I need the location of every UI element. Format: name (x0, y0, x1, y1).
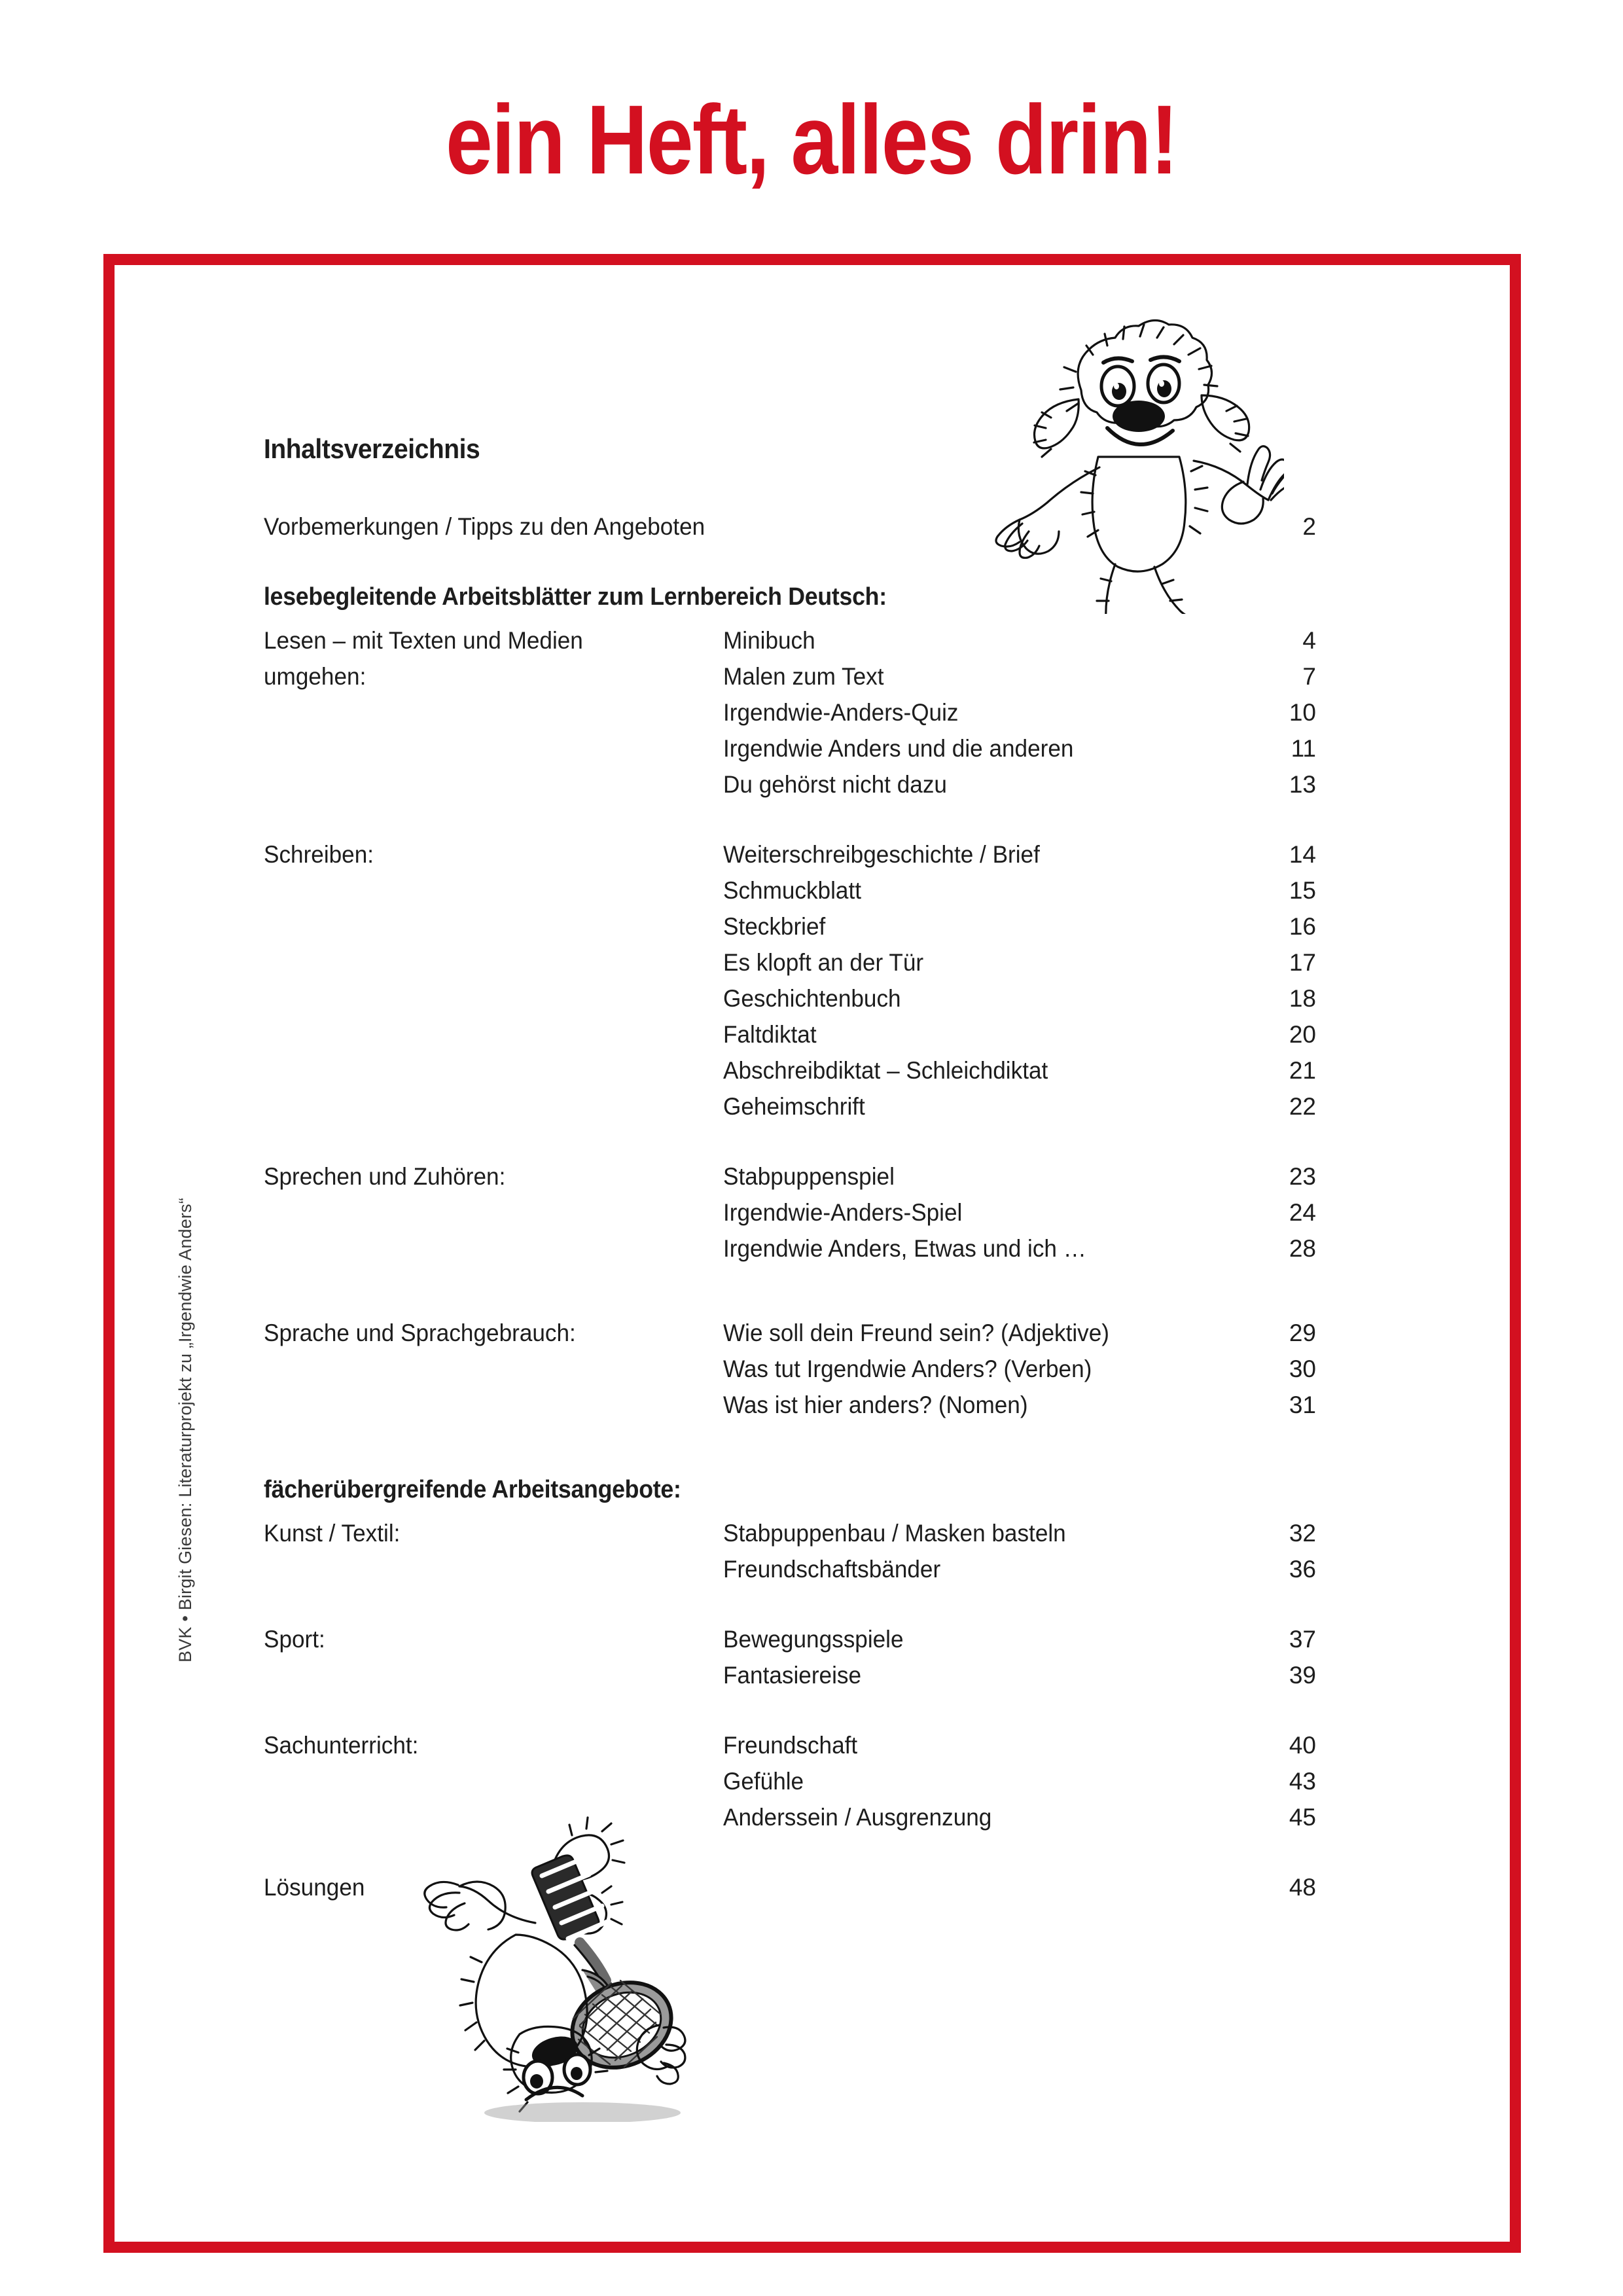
toc-intro-page: 2 (1302, 513, 1316, 540)
spacer (264, 1427, 1324, 1476)
toc-entry-label: Es klopft an der Tür (723, 949, 924, 976)
toc-row-intro[interactable] (264, 513, 1324, 549)
toc-entry-label: Stabpuppenbau / Masken basteln (723, 1520, 1066, 1547)
toc-entry-label: Schmuckblatt (723, 877, 861, 904)
spacer (264, 465, 1324, 513)
toc-entry-page: 14 (1289, 841, 1316, 868)
side-credit-text: BVK • Birgit Giesen: Literaturprojekt zu „Irgendwie Anders“ (175, 1197, 195, 1662)
toc-entry-page: 40 (1289, 1732, 1316, 1759)
toc-entry-page: 23 (1289, 1163, 1316, 1190)
table-row[interactable] (264, 1732, 1324, 1768)
spacer (264, 1698, 1324, 1732)
toc-entry-page: 21 (1289, 1057, 1316, 1084)
toc-entry-label: Geheimschrift (723, 1093, 865, 1120)
toc-entry-page: 22 (1289, 1093, 1316, 1120)
toc-entry-label: Freundschaft (723, 1732, 858, 1759)
table-row[interactable] (264, 1520, 1324, 1556)
toc-entry-page: 17 (1289, 949, 1316, 976)
toc-entry-label: Malen zum Text (723, 663, 884, 690)
toc-group-sport (264, 1626, 1324, 1698)
spacer (264, 1271, 1324, 1319)
toc-group-sachunterricht (264, 1732, 1324, 1840)
toc-entry-label: Irgendwie-Anders-Spiel (723, 1199, 963, 1226)
toc-category-label: Lesen – mit Texten und Medien (264, 627, 583, 654)
spacer (264, 1592, 1324, 1626)
table-row[interactable] (264, 949, 1324, 985)
toc-entry-page: 31 (1289, 1391, 1316, 1418)
table-row[interactable] (264, 1556, 1324, 1592)
toc-section-heading-faecheruebergreifend: fächerübergreifende Arbeitsangebote: (264, 1476, 681, 1503)
toc-entry-page: 30 (1289, 1355, 1316, 1382)
toc-group-kunst-textil (264, 1520, 1324, 1592)
toc-group-sprechen-zuhoeren (264, 1163, 1324, 1271)
toc-entry-page: 37 (1289, 1626, 1316, 1653)
toc-entry-label: Anderssein / Ausgrenzung (723, 1804, 992, 1831)
toc-group-schreiben (264, 841, 1324, 1129)
table-row[interactable] (264, 877, 1324, 913)
toc-entry-label: Geschichtenbuch (723, 985, 901, 1012)
spacer (264, 611, 1324, 627)
toc-entry-label: Stabpuppenspiel (723, 1163, 895, 1190)
spacer (264, 807, 1324, 841)
toc-category-label: Sport: (264, 1626, 325, 1653)
toc-entry-label: Steckbrief (723, 913, 826, 940)
table-row[interactable] (264, 1235, 1324, 1271)
toc-category-label: Schreiben: (264, 841, 374, 868)
toc-entry-page: 10 (1289, 699, 1316, 726)
toc-entry-label: Weiterschreibgeschichte / Brief (723, 841, 1040, 868)
toc-entry-label: Bewegungsspiele (723, 1626, 904, 1653)
table-row[interactable] (264, 735, 1324, 771)
table-row[interactable] (264, 771, 1324, 807)
toc-category-label: Sprache und Sprachgebrauch: (264, 1319, 576, 1346)
table-row[interactable] (264, 1057, 1324, 1093)
toc-entry-page: 45 (1289, 1804, 1316, 1831)
page-title: ein Heft, alles drin! (446, 84, 1177, 194)
table-row[interactable] (264, 663, 1324, 699)
toc-entry-page: 36 (1289, 1556, 1316, 1583)
toc-entry-label: Wie soll dein Freund sein? (Adjektive) (723, 1319, 1110, 1346)
table-row[interactable] (264, 985, 1324, 1021)
table-of-contents (264, 433, 1324, 1910)
toc-entry-page: 39 (1289, 1662, 1316, 1689)
table-row[interactable] (264, 1093, 1324, 1129)
table-row[interactable] (264, 1391, 1324, 1427)
toc-entry-label: Minibuch (723, 627, 815, 654)
toc-entry-label: Was tut Irgendwie Anders? (Verben) (723, 1355, 1092, 1382)
toc-category-label-cont: umgehen: (264, 663, 366, 690)
toc-entry-page: 20 (1289, 1021, 1316, 1048)
toc-section-heading-deutsch: lesebegleitende Arbeitsblätter zum Lernbereich Deutsch: (264, 583, 887, 611)
toc-category-label: Kunst / Textil: (264, 1520, 401, 1547)
spacer (264, 1504, 1324, 1520)
toc-row-solutions[interactable] (264, 1874, 1324, 1910)
toc-entry-label: Faltdiktat (723, 1021, 817, 1048)
toc-entry-page: 16 (1289, 913, 1316, 940)
spacer (264, 1129, 1324, 1163)
toc-entry-page: 15 (1289, 877, 1316, 904)
toc-entry-page: 4 (1302, 627, 1316, 654)
toc-entry-label: Gefühle (723, 1768, 804, 1795)
toc-entry-page: 11 (1291, 735, 1316, 762)
toc-entry-page: 18 (1289, 985, 1316, 1012)
toc-entry-page: 13 (1289, 771, 1316, 798)
toc-entry-label: Abschreibdiktat – Schleichdiktat (723, 1057, 1048, 1084)
table-row[interactable] (264, 1626, 1324, 1662)
toc-category-label: Sachunterricht: (264, 1732, 419, 1759)
toc-entry-label: Irgendwie Anders und die anderen (723, 735, 1074, 762)
table-row[interactable] (264, 1163, 1324, 1199)
toc-entry-page: 32 (1289, 1520, 1316, 1547)
table-row[interactable] (264, 913, 1324, 949)
toc-entry-page: 29 (1289, 1319, 1316, 1346)
spacer (264, 1840, 1324, 1874)
table-row[interactable] (264, 1021, 1324, 1057)
toc-entry-label: Freundschaftsbänder (723, 1556, 941, 1583)
toc-group-lesen (264, 627, 1324, 807)
table-row[interactable] (264, 1768, 1324, 1804)
table-row[interactable] (264, 1662, 1324, 1698)
table-row[interactable] (264, 841, 1324, 877)
table-row[interactable] (264, 699, 1324, 735)
toc-entry-label: Irgendwie-Anders-Quiz (723, 699, 959, 726)
toc-entry-page: 24 (1289, 1199, 1316, 1226)
toc-entry-page: 28 (1289, 1235, 1316, 1262)
toc-category-label: Sprechen und Zuhören: (264, 1163, 506, 1190)
toc-group-sprache-sprachgebrauch (264, 1319, 1324, 1427)
toc-entry-page: 43 (1289, 1768, 1316, 1795)
toc-entry-label: Fantasiereise (723, 1662, 862, 1689)
toc-intro-label: Vorbemerkungen / Tipps zu den Angeboten (264, 513, 705, 540)
table-row[interactable] (264, 1199, 1324, 1235)
toc-heading: Inhaltsverzeichnis (264, 433, 480, 464)
toc-entry-label: Du gehörst nicht dazu (723, 771, 947, 798)
toc-entry-page: 7 (1302, 663, 1316, 690)
table-row[interactable] (264, 627, 1324, 663)
toc-solutions-page: 48 (1289, 1874, 1316, 1901)
toc-solutions-label: Lösungen (264, 1874, 365, 1901)
toc-entry-label: Was ist hier anders? (Nomen) (723, 1391, 1028, 1418)
spacer (264, 549, 1324, 583)
table-row[interactable] (264, 1804, 1324, 1840)
table-row[interactable] (264, 1319, 1324, 1355)
toc-entry-label: Irgendwie Anders, Etwas und ich … (723, 1235, 1086, 1262)
table-row[interactable] (264, 1355, 1324, 1391)
